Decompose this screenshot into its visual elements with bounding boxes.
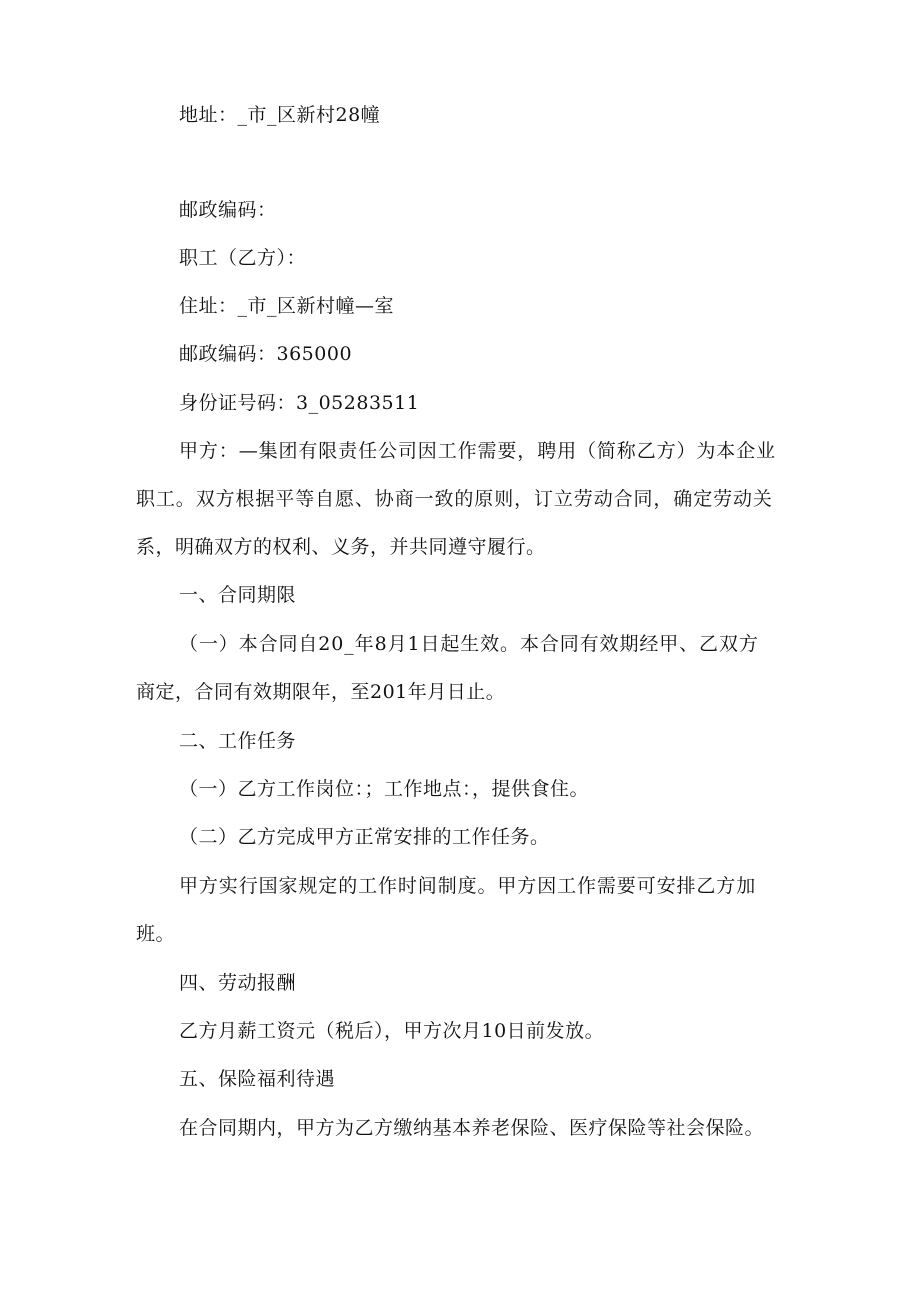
postal-code-line: 邮政编码：	[179, 199, 277, 221]
preamble-line-3: 系，明确双方的权利、义务，并共同遵守履行。	[136, 536, 546, 558]
insurance-line: 在合同期内，甲方为乙方缴纳基本养老保险、医疗保险等社会保险。	[179, 1117, 765, 1139]
section-heading-insurance: 五、保险福利待遇	[179, 1068, 336, 1090]
preamble-line-2: 职工。双方根据平等自愿、协商一致的原则，订立劳动合同，确定劳动关	[136, 488, 773, 510]
postal-code-employee-line: 邮政编码：365000	[179, 343, 353, 365]
contract-term-line-2: 商定，合同有效期限年，至201年月日止。	[136, 681, 506, 703]
preamble-line-1: 甲方：—集团有限责任公司因工作需要，聘用（简称乙方）为本企业	[179, 440, 777, 462]
address-line: 地址：_市_区新村28幢	[179, 104, 381, 126]
section-heading-contract-term: 一、合同期限	[179, 584, 297, 606]
residence-line: 住址：_市_区新村幢—室	[179, 295, 395, 317]
contract-term-line-1: （一）本合同自20_年8月1日起生效。本合同有效期经甲、乙双方	[179, 633, 759, 655]
employee-party-line: 职工（乙方）：	[179, 247, 307, 269]
section-heading-work-tasks: 二、工作任务	[179, 730, 297, 752]
work-tasks-item-1: （一）乙方工作岗位：；工作地点：，提供食住。	[179, 778, 590, 800]
id-number-line: 身份证号码：3_05283511	[179, 392, 420, 414]
work-tasks-item-2: （二）乙方完成甲方正常安排的工作任务。	[179, 826, 550, 848]
work-hours-line-1: 甲方实行国家规定的工作时间制度。甲方因工作需要可安排乙方加	[179, 875, 757, 897]
remuneration-line: 乙方月薪工资元（税后），甲方次月10日前发放。	[179, 1020, 605, 1042]
section-heading-remuneration: 四、劳动报酬	[179, 972, 297, 994]
work-hours-line-2: 班。	[136, 923, 176, 945]
